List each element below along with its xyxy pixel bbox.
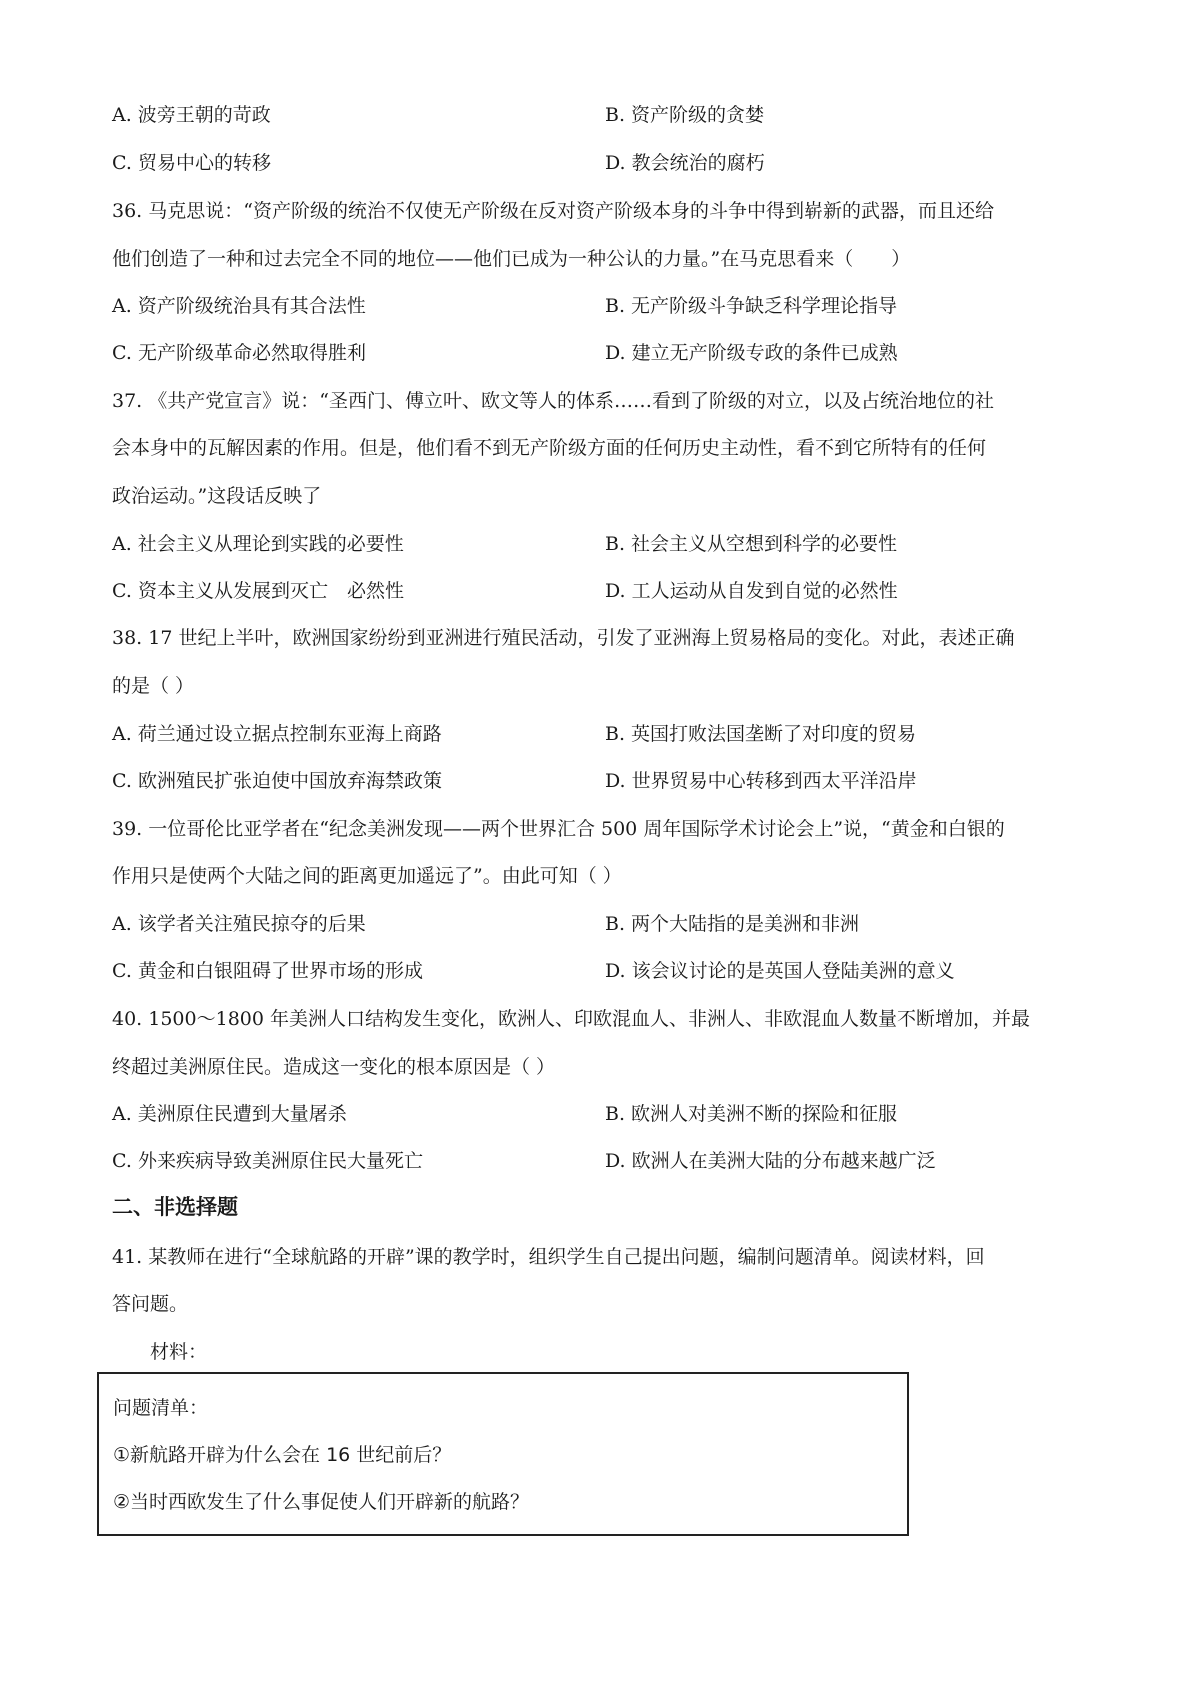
q38-options-row-1 — [112, 720, 1102, 748]
q37-stem-line-2: 会本身中的瓦解因素的作用。但是，他们看不到无产阶级方面的任何历史主动性，看不到它所特有的任何 — [112, 437, 987, 459]
q37-stem-line-1: 37. 《共产党宣言》说：“圣西门、傅立叶、欧文等人的体系……看到了阶级的对立，以及占统治地位的社 — [112, 390, 994, 412]
q37-option-a: A. 社会主义从理论到实践的必要性 — [112, 533, 404, 555]
q39-option-d: D. 该会议讨论的是英国人登陆美洲的意义 — [605, 960, 955, 982]
q41-stem-line-2: 答问题。 — [112, 1293, 189, 1315]
q40-stem-line-2: 终超过美洲原住民。造成这一变化的根本原因是（ ） — [112, 1056, 556, 1078]
q39-options-row-1 — [112, 910, 1102, 938]
q38-option-d: D. 世界贸易中心转移到西太平洋沿岸 — [605, 770, 917, 792]
section-heading: 二、非选择题 — [112, 1195, 238, 1219]
q38-stem-line-1: 38. 17 世纪上半叶，欧洲国家纷纷到亚洲进行殖民活动，引发了亚洲海上贸易格局的变化。对此，表述正确 — [112, 627, 1015, 649]
q39-option-b: B. 两个大陆指的是美洲和非洲 — [605, 913, 860, 935]
material-label: 材料： — [150, 1341, 208, 1363]
q37-option-d: D. 工人运动从自发到自觉的必然性 — [605, 580, 898, 602]
q38-option-c: C. 欧洲殖民扩张迫使中国放弃海禁政策 — [112, 770, 442, 792]
q40-options-row-2 — [112, 1147, 1102, 1175]
q36-options-row-1 — [112, 292, 1102, 320]
q36-options-row-2 — [112, 339, 1102, 367]
q39-stem-line-2: 作用只是使两个大陆之间的距离更加遥远了”。由此可知（ ） — [112, 865, 622, 887]
q40-option-d: D. 欧洲人在美洲大陆的分布越来越广泛 — [605, 1150, 936, 1172]
q39-option-a: A. 该学者关注殖民掠夺的后果 — [112, 913, 366, 935]
q38-stem-line-2: 的是（ ） — [112, 675, 195, 697]
question-list-item-2: ②当时西欧发生了什么事促使人们开辟新的航路？ — [113, 1491, 530, 1513]
q39-option-c: C. 黄金和白银阻碍了世界市场的形成 — [112, 960, 423, 982]
q36-option-b: B. 无产阶级斗争缺乏科学理论指导 — [605, 295, 898, 317]
question-list-item-1: ①新航路开辟为什么会在 16 世纪前后？ — [113, 1444, 452, 1466]
q38-option-a: A. 荷兰通过设立据点控制东亚海上商路 — [112, 723, 442, 745]
q35-option-b: B. 资产阶级的贪婪 — [605, 104, 765, 126]
q35-option-a: A. 波旁王朝的苛政 — [112, 104, 271, 126]
question-list-title: 问题清单： — [113, 1397, 209, 1419]
q38-options-row-2 — [112, 767, 1102, 795]
q35-option-c: C. 贸易中心的转移 — [112, 152, 271, 174]
q40-stem-line-1: 40. 1500～1800 年美洲人口结构发生变化，欧洲人、印欧混血人、非洲人、非欧混血人数量不断增加，并最 — [112, 1008, 1031, 1030]
q40-option-c: C. 外来疾病导致美洲原住民大量死亡 — [112, 1150, 423, 1172]
q35-options-row-2 — [112, 149, 1102, 177]
question-list-box — [97, 1372, 909, 1536]
q39-options-row-2 — [112, 957, 1102, 985]
q40-option-a: A. 美洲原住民遭到大量屠杀 — [112, 1103, 347, 1125]
q37-option-b: B. 社会主义从空想到科学的必要性 — [605, 533, 898, 555]
q40-option-b: B. 欧洲人对美洲不断的探险和征服 — [605, 1103, 898, 1125]
q38-option-b: B. 英国打败法国垄断了对印度的贸易 — [605, 723, 917, 745]
q36-option-a: A. 资产阶级统治具有其合法性 — [112, 295, 366, 317]
q37-options-row-2 — [112, 577, 1102, 605]
q35-options-row-1 — [112, 101, 1102, 129]
q36-option-c: C. 无产阶级革命必然取得胜利 — [112, 342, 366, 364]
q41-stem-line-1: 41. 某教师在进行“全球航路的开辟”课的教学时，组织学生自己提出问题，编制问题清单。阅读材料，回 — [112, 1246, 985, 1268]
q37-options-row-1 — [112, 530, 1102, 558]
q39-stem-line-1: 39. 一位哥伦比亚学者在“纪念美洲发现——两个世界汇合 500 周年国际学术讨论会上”说，“黄金和白银的 — [112, 818, 1005, 840]
q36-stem-line-2: 他们创造了一种和过去完全不同的地位——他们已成为一种公认的力量。”在马克思看来（ ） — [112, 248, 911, 270]
q35-option-d: D. 教会统治的腐朽 — [605, 152, 765, 174]
q37-stem-line-3: 政治运动。”这段话反映了 — [112, 485, 322, 507]
q36-stem-line-1: 36. 马克思说：“资产阶级的统治不仅使无产阶级在反对资产阶级本身的斗争中得到崭新的武器，而且还给 — [112, 200, 994, 222]
q37-option-c: C. 资本主义从发展到灭亡 必然性 — [112, 580, 404, 602]
q40-options-row-1 — [112, 1100, 1102, 1128]
q36-option-d: D. 建立无产阶级专政的条件已成熟 — [605, 342, 898, 364]
